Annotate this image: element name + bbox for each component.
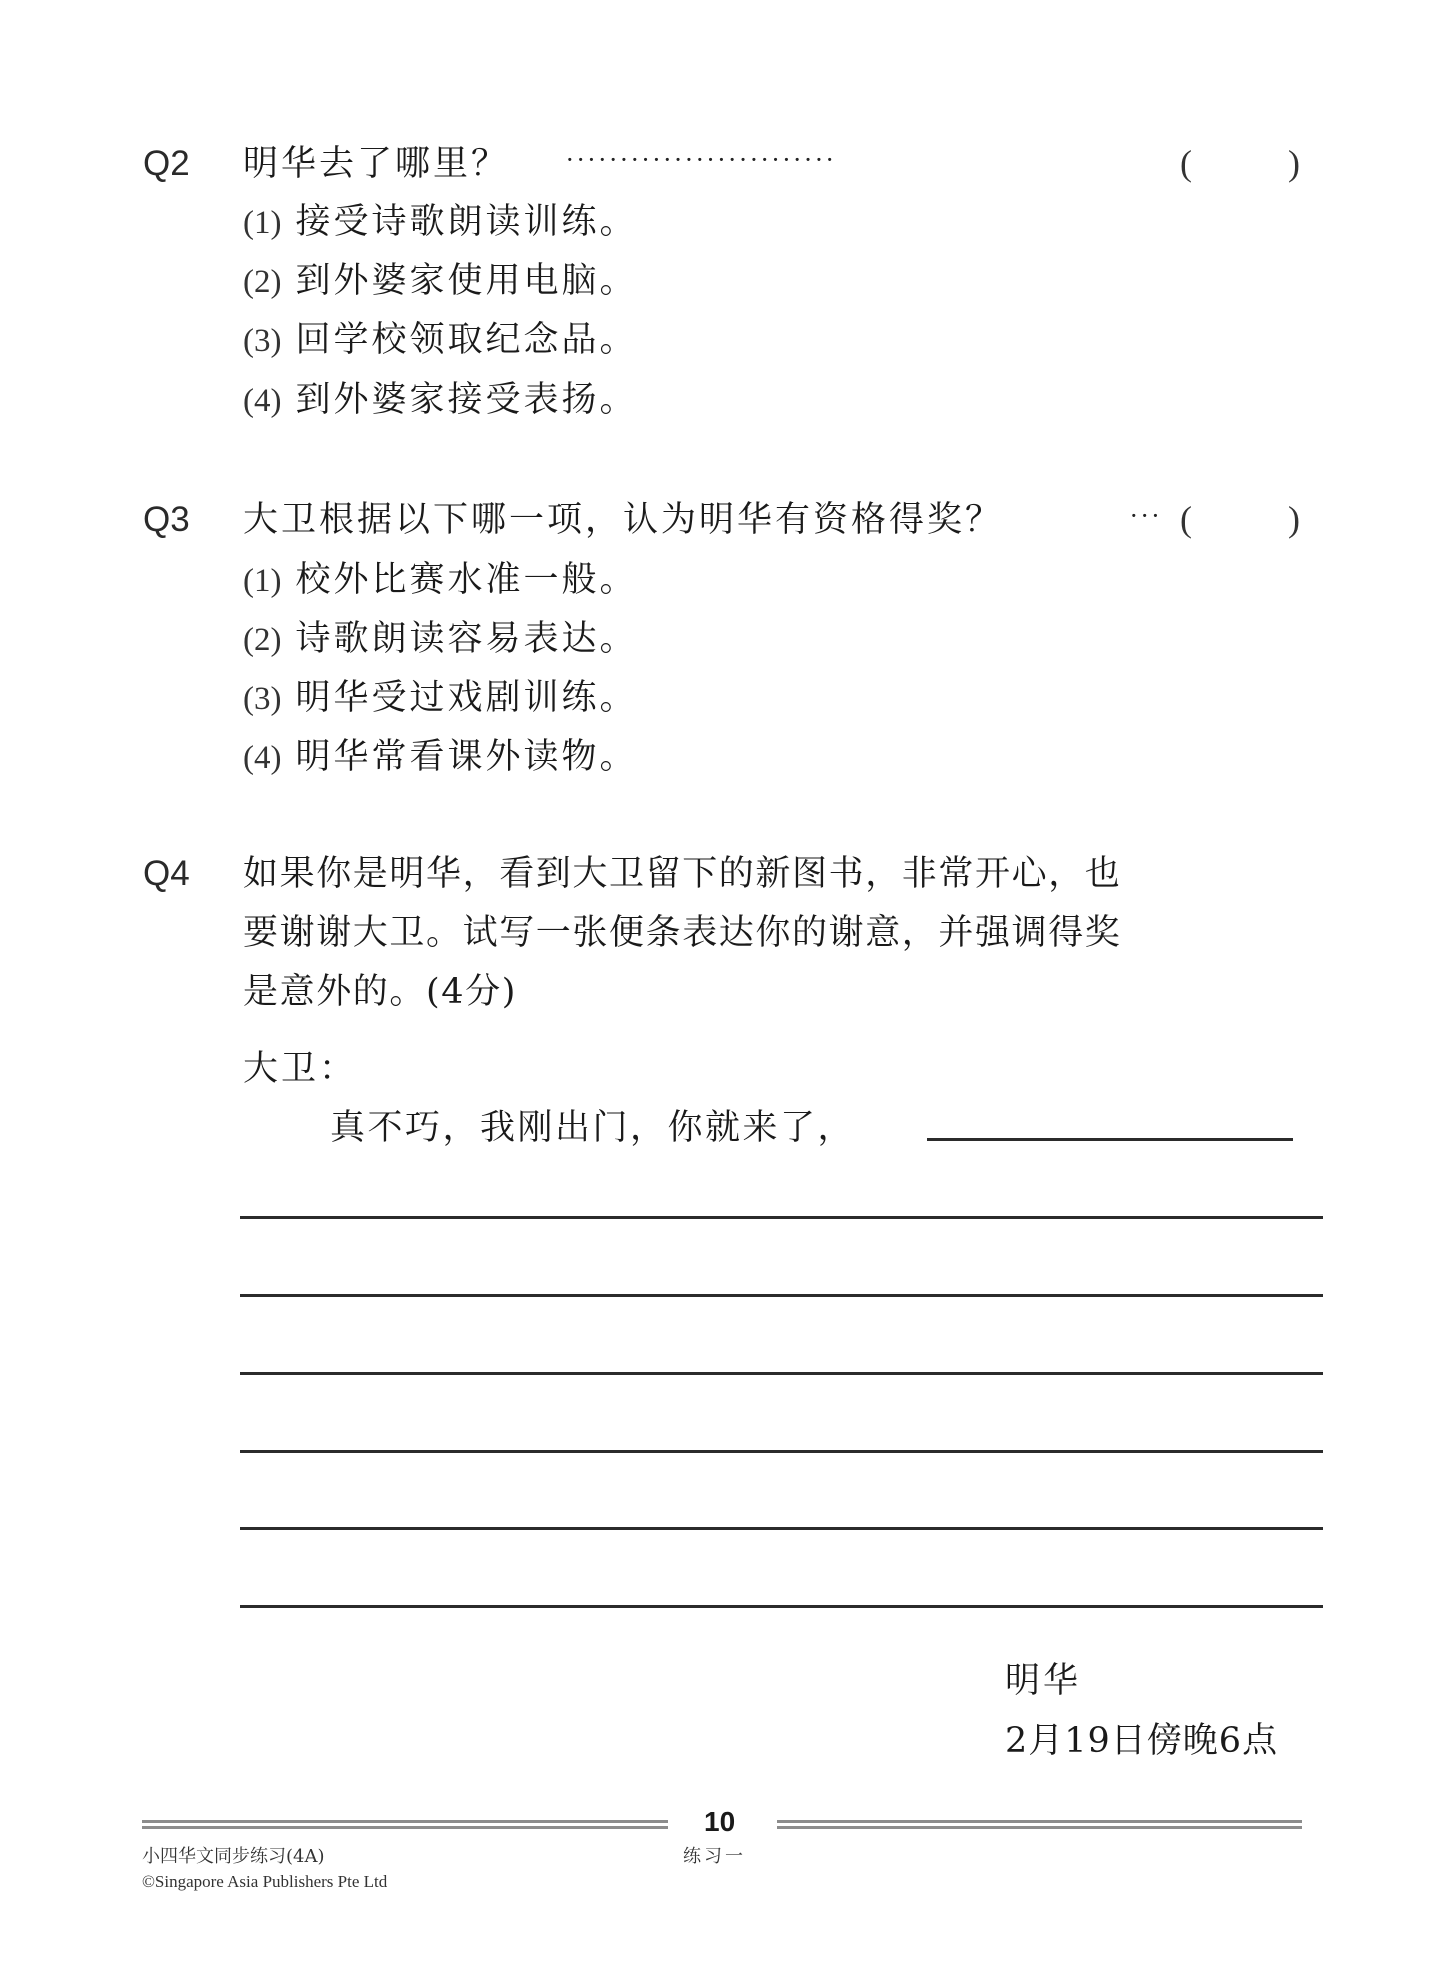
question-text-q4-line-2: 要谢谢大卫。试写一张便条表达你的谢意，并强调得奖 (243, 913, 1122, 953)
option-text: 校外比赛水准一般。 (295, 560, 638, 600)
answer-line-1[interactable] (240, 1216, 1323, 1219)
answer-box-q3[interactable] (1200, 504, 1285, 540)
question-text-q3: 大卫根据以下哪一项，认为明华有资格得奖？ (243, 500, 1004, 540)
option-text: 到外婆家接受表扬。 (295, 380, 638, 420)
answer-paren-open-q2: ( (1180, 143, 1192, 183)
option-q2-2 (243, 261, 638, 302)
answer-line-2[interactable] (240, 1294, 1323, 1297)
question-label-q4: Q4 (143, 854, 190, 893)
option-number: (2) (243, 264, 282, 300)
option-number: (3) (243, 681, 282, 717)
option-text: 到外婆家使用电脑。 (295, 261, 638, 301)
question-text-q4-line-1: 如果你是明华，看到大卫留下的新图书，非常开心，也 (243, 854, 1122, 894)
answer-line-6[interactable] (240, 1605, 1323, 1608)
option-number: (3) (243, 323, 282, 359)
footer-copyright: ©Singapore Asia Publishers Pte Ltd (142, 1872, 388, 1891)
answer-paren-open-q3: ( (1180, 499, 1192, 539)
option-text: 明华常看课外读物。 (295, 737, 638, 777)
option-q3-3 (243, 678, 638, 719)
answer-box-q2[interactable] (1200, 148, 1285, 184)
footer-rule-right (777, 1820, 1302, 1830)
answer-paren-close-q3: ) (1288, 499, 1300, 539)
option-q3-1 (243, 560, 638, 601)
question-text-q2: 明华去了哪里？ (243, 144, 510, 184)
option-text: 诗歌朗读容易表达。 (295, 619, 638, 659)
page-number: 10 (704, 1806, 736, 1837)
note-signature: 明华 (1005, 1661, 1082, 1701)
footer-rule-left (142, 1820, 668, 1830)
leader-dots-q2: ························· (566, 146, 837, 174)
answer-line-3[interactable] (240, 1372, 1323, 1375)
question-label-q2: Q2 (143, 144, 190, 183)
question-label-q3: Q3 (143, 500, 190, 539)
footer-book-title: 小四华文同步练习(4A) (142, 1846, 325, 1867)
option-text: 回学校领取纪念品。 (295, 320, 638, 360)
option-text: 接受诗歌朗读训练。 (295, 202, 638, 242)
option-number: (1) (243, 205, 282, 241)
option-q3-2 (243, 619, 638, 660)
option-q2-3 (243, 320, 638, 361)
option-text: 明华受过戏剧训练。 (295, 678, 638, 718)
footer-section: 练习一 (683, 1846, 746, 1867)
note-date: 2月19日傍晚6点 (1005, 1721, 1279, 1761)
answer-line-4[interactable] (240, 1450, 1323, 1453)
option-number: (4) (243, 383, 282, 419)
option-number: (2) (243, 622, 282, 658)
note-salutation: 大卫： (243, 1049, 358, 1089)
option-q2-1 (243, 202, 638, 243)
answer-paren-close-q2: ) (1288, 143, 1300, 183)
option-q3-4 (243, 737, 638, 778)
note-opening: 真不巧，我刚出门，你就来了， (330, 1108, 856, 1148)
answer-line-5[interactable] (240, 1527, 1323, 1530)
option-number: (4) (243, 740, 282, 776)
answer-line-inline[interactable] (927, 1138, 1293, 1141)
option-q2-4 (243, 380, 638, 421)
leader-dots-q3: ··· (1130, 502, 1163, 530)
option-number: (1) (243, 563, 282, 599)
question-text-q4-line-3: 是意外的。(4分) (243, 972, 517, 1012)
